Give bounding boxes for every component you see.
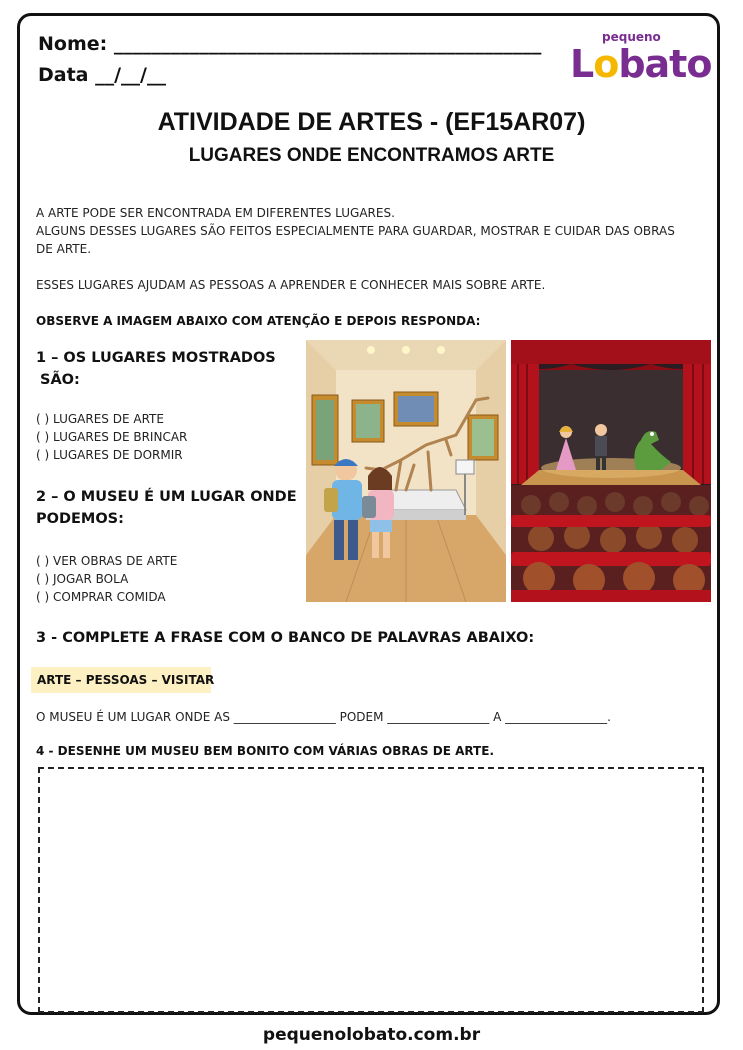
fill-in-sentence: O MUSEU É UM LUGAR ONDE AS _________________ PODEM _________________ A _________________.: [36, 710, 611, 724]
footer-website: pequenolobato.com.br: [262, 1025, 481, 1045]
name-field-label: Nome: _____________________________________________: [38, 33, 542, 55]
word-bank: ARTE – PESSOAS – VISITAR: [31, 667, 211, 693]
q1-option: ( ) LUGARES DE BRINCAR: [36, 430, 188, 444]
q2-option: ( ) VER OBRAS DE ARTE: [36, 554, 178, 568]
pequeno-lobato-logo: pequeno Lobato: [570, 30, 712, 86]
intro-line: ALGUNS DESSES LUGARES SÃO FEITOS ESPECIALMENTE PARA GUARDAR, MOSTRAR E CUIDAR DAS OBRAS: [36, 224, 675, 238]
q2-option: ( ) JOGAR BOLA: [36, 572, 129, 586]
page-subtitle: LUGARES ONDE ENCONTRAMOS ARTE: [188, 145, 555, 166]
intro-line: A ARTE PODE SER ENCONTRADA EM DIFERENTES LUGARES.: [36, 206, 395, 220]
date-field-label: Data __/__/__: [38, 64, 166, 86]
page-title: ATIVIDADE DE ARTES - (EF15AR07): [157, 108, 586, 136]
question-4-title: 4 - DESENHE UM MUSEU BEM BONITO COM VÁRIAS OBRAS DE ARTE.: [36, 744, 494, 758]
instruction-text: OBSERVE A IMAGEM ABAIXO COM ATENÇÃO E DEPOIS RESPONDA:: [36, 314, 481, 328]
drawing-area[interactable]: [38, 767, 704, 1013]
museum-illustration: [306, 340, 506, 602]
theater-illustration: [511, 340, 711, 602]
q1-option: ( ) LUGARES DE DORMIR: [36, 448, 183, 462]
q1-option: ( ) LUGARES DE ARTE: [36, 412, 164, 426]
intro-line: ESSES LUGARES AJUDAM AS PESSOAS A APRENDER E CONHECER MAIS SOBRE ARTE.: [36, 278, 546, 292]
question-1-title: 1 – OS LUGARES MOSTRADOS SÃO:: [36, 350, 276, 388]
q2-option: ( ) COMPRAR COMIDA: [36, 590, 166, 604]
question-3-title: 3 - COMPLETE A FRASE COM O BANCO DE PALAVRAS ABAIXO:: [36, 630, 535, 646]
question-2-title: 2 – O MUSEU É UM LUGAR ONDE PODEMOS:: [36, 489, 297, 527]
intro-line: DE ARTE.: [36, 242, 92, 256]
